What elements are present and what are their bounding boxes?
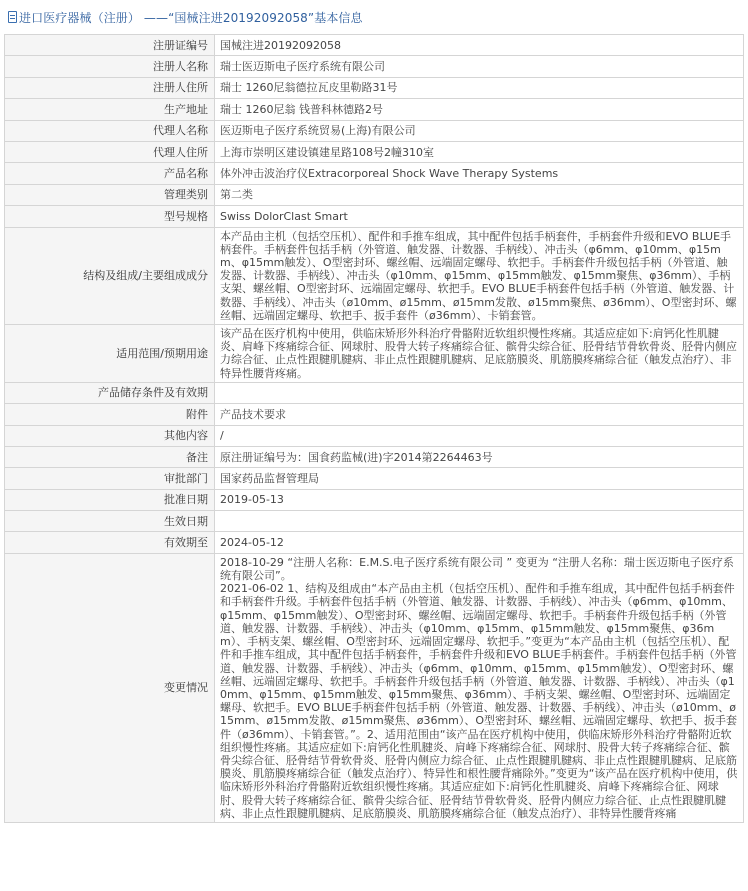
- table-row: [5, 532, 744, 553]
- field-value: 原注册证编号为：国食药监械(进)字2014第2264463号: [215, 446, 744, 467]
- field-value: 国家药品监督管理局: [215, 468, 744, 489]
- field-label: 结构及组成/主要组成成分: [5, 227, 215, 324]
- field-value: 2018-10-29 “注册人名称：E.M.S.电子医疗系统有限公司 ” 变更为 “注册人名称：瑞士医迈斯电子医疗系统有限公司”。 2021-06-02 1、结构及组成由“本产品由主机（包括空压机）、配件和手推车组成，其中配件包括手柄套件和手柄套件升级。手柄套件包括手柄（外管道、触发器、计数器、手柄线）、冲击头（φ6mm、φ10mm、φ15mm、φ15mm触发）、O型密封环、螺丝帽、远端固定螺母、软把手。手柄套件升级包括手柄（外管道、触发器、计数器、手柄线）、冲击头（φ10mm、φ15mm、φ15mm触发、φ15mm聚焦、φ36mm）、手柄支架、螺丝帽、O型密封环、远端固定螺母、软把手。”变更为“本产品由主机（包括空压机）、配件和手推车组成，其中配件包括手柄套件，手柄套件升级和EVO BLUE手柄套件。手柄套件包括手柄（外管道、触发器、计数器、手柄线）、冲击头（φ6mm、φ10mm、φ15mm、φ15mm触发）、O型密封环、螺丝帽、远端固定螺母、软把手。手柄套件升级包括手柄（外管道、触发器、计数器、手柄线）、冲击头（φ10mm、φ15mm、φ15mm触发、φ15mm聚焦、φ36mm）、手柄支架、螺丝帽、O型密封环、远端固定螺母、软把手。EVO BLUE手柄套件包括手柄（外管道、触发器、计数器、手柄线）、冲击头（ø10mm、ø15mm、ø15mm发散、ø15mm聚焦、ø36mm）、O型密封环、螺丝帽、远端固定螺母、软把手、扳手套件（ø36mm）、卡销套管。”。2、适用范围由“该产品在医疗机构中使用，供临床矫形外科治疗骨骼附近软组织慢性疼痛。其适应症如下:肩钙化性肌腱炎、肩峰下疼痛综合征、网球肘、股骨大转子疼痛综合征、髌骨尖综合征、胫骨结节骨软骨炎、胫骨内侧应力综合征、止点性跟腱肌腱病、非止点性跟腱肌腱病、足底筋膜炎、肌筋膜疼痛综合征（触发点治疗）、特异性和根性腰背痛除外。”变更为“该产品在医疗机构中使用，供临床矫形外科治疗骨骼附近软组织慢性疼痛。其适应症如下:肩钙化性肌腱炎、肩峰下疼痛综合征、网球肘、股骨大转子疼痛综合征、髌骨尖综合征、胫骨结节骨软骨炎、胫骨内侧应力综合征、止点性跟腱肌腱病、非止点性跟腱肌腱病、足底筋膜炎、肌筋膜疼痛综合征（触发点治疗）、非特异性腰背疼痛: [215, 553, 744, 822]
- field-label: 适用范围/预期用途: [5, 324, 215, 382]
- field-value: 国械注进20192092058: [215, 35, 744, 56]
- table-row: [5, 446, 744, 467]
- field-label: 变更情况: [5, 553, 215, 822]
- field-label: 注册人住所: [5, 77, 215, 98]
- field-value: 瑞士医迈斯电子医疗系统有限公司: [215, 56, 744, 77]
- page-title: 进口医疗器械（注册） ——“国械注进20192092058”基本信息: [19, 10, 363, 25]
- table-row: [5, 184, 744, 205]
- device-info-table: [4, 34, 744, 823]
- field-value: 瑞士 1260尼翁 钱普科林德路2号: [215, 99, 744, 120]
- table-row: [5, 324, 744, 382]
- field-value: 第二类: [215, 184, 744, 205]
- field-label: 产品储存条件及有效期: [5, 382, 215, 403]
- field-value: 本产品由主机（包括空压机）、配件和手推车组成，其中配件包括手柄套件，手柄套件升级和EVO BLUE手柄套件。手柄套件包括手柄（外管道、触发器、计数器、手柄线）、冲击头（φ6mm、φ10mm、φ15mm、φ15mm触发）、O型密封环、螺丝帽、远端固定螺母、软把手。手柄套件升级包括手柄（外管道、触发器、计数器、手柄线）、冲击头（φ10mm、φ15mm、φ15mm触发、φ15mm聚焦、φ36mm）、手柄支架、螺丝帽、O型密封环、远端固定螺母、软把手。EVO BLUE手柄套件包括手柄（外管道、触发器、计数器、手柄线）、冲击头（ø10mm、ø15mm、ø15mm发散、ø15mm聚焦、ø36mm）、O型密封环、螺丝帽、远端固定螺母、软把手、扳手套件（ø36mm）、卡销套管。: [215, 227, 744, 324]
- field-label: 代理人名称: [5, 120, 215, 141]
- field-label: 注册人名称: [5, 56, 215, 77]
- field-value: 产品技术要求: [215, 404, 744, 425]
- field-value: 2019-05-13: [215, 489, 744, 510]
- field-value: 体外冲击波治疗仪Extracorporeal Shock Wave Therapy Systems: [215, 163, 744, 184]
- field-value: [215, 382, 744, 403]
- field-value: /: [215, 425, 744, 446]
- table-row: [5, 77, 744, 98]
- table-row: [5, 511, 744, 532]
- table-row: [5, 120, 744, 141]
- table-row: [5, 206, 744, 227]
- page-header: [0, 0, 748, 34]
- field-value: 医迈斯电子医疗系统贸易(上海)有限公司: [215, 120, 744, 141]
- table-row: [5, 468, 744, 489]
- table-row: [5, 99, 744, 120]
- field-value: [215, 511, 744, 532]
- table-row: [5, 56, 744, 77]
- field-label: 产品名称: [5, 163, 215, 184]
- field-label: 代理人住所: [5, 141, 215, 162]
- field-value: Swiss DolorClast Smart: [215, 206, 744, 227]
- field-label: 生产地址: [5, 99, 215, 120]
- field-label: 注册证编号: [5, 35, 215, 56]
- document-icon: [8, 11, 17, 23]
- field-label: 备注: [5, 446, 215, 467]
- table-row: [5, 141, 744, 162]
- table-row: [5, 35, 744, 56]
- table-row: [5, 489, 744, 510]
- field-label: 审批部门: [5, 468, 215, 489]
- field-label: 有效期至: [5, 532, 215, 553]
- field-label: 其他内容: [5, 425, 215, 446]
- table-row: [5, 227, 744, 324]
- table-row: [5, 425, 744, 446]
- table-row: [5, 553, 744, 822]
- field-label: 型号规格: [5, 206, 215, 227]
- field-value: 瑞士 1260尼翁德拉瓦皮里勒路31号: [215, 77, 744, 98]
- table-row: [5, 382, 744, 403]
- field-label: 批准日期: [5, 489, 215, 510]
- field-label: 管理类别: [5, 184, 215, 205]
- field-value: 2024-05-12: [215, 532, 744, 553]
- field-label: 生效日期: [5, 511, 215, 532]
- table-row: [5, 404, 744, 425]
- table-row: [5, 163, 744, 184]
- field-value: 上海市崇明区建设镇建星路108号2幢310室: [215, 141, 744, 162]
- field-value: 该产品在医疗机构中使用，供临床矫形外科治疗骨骼附近软组织慢性疼痛。其适应症如下:肩钙化性肌腱炎、肩峰下疼痛综合征、网球肘、股骨大转子疼痛综合征、髌骨尖综合征、胫骨结节骨软骨炎、胫骨内侧应力综合征、止点性跟腱肌腱病、非止点性跟腱肌腱病、足底筋膜炎、肌筋膜疼痛综合征（触发点治疗）、非特异性腰背疼痛。: [215, 324, 744, 382]
- field-label: 附件: [5, 404, 215, 425]
